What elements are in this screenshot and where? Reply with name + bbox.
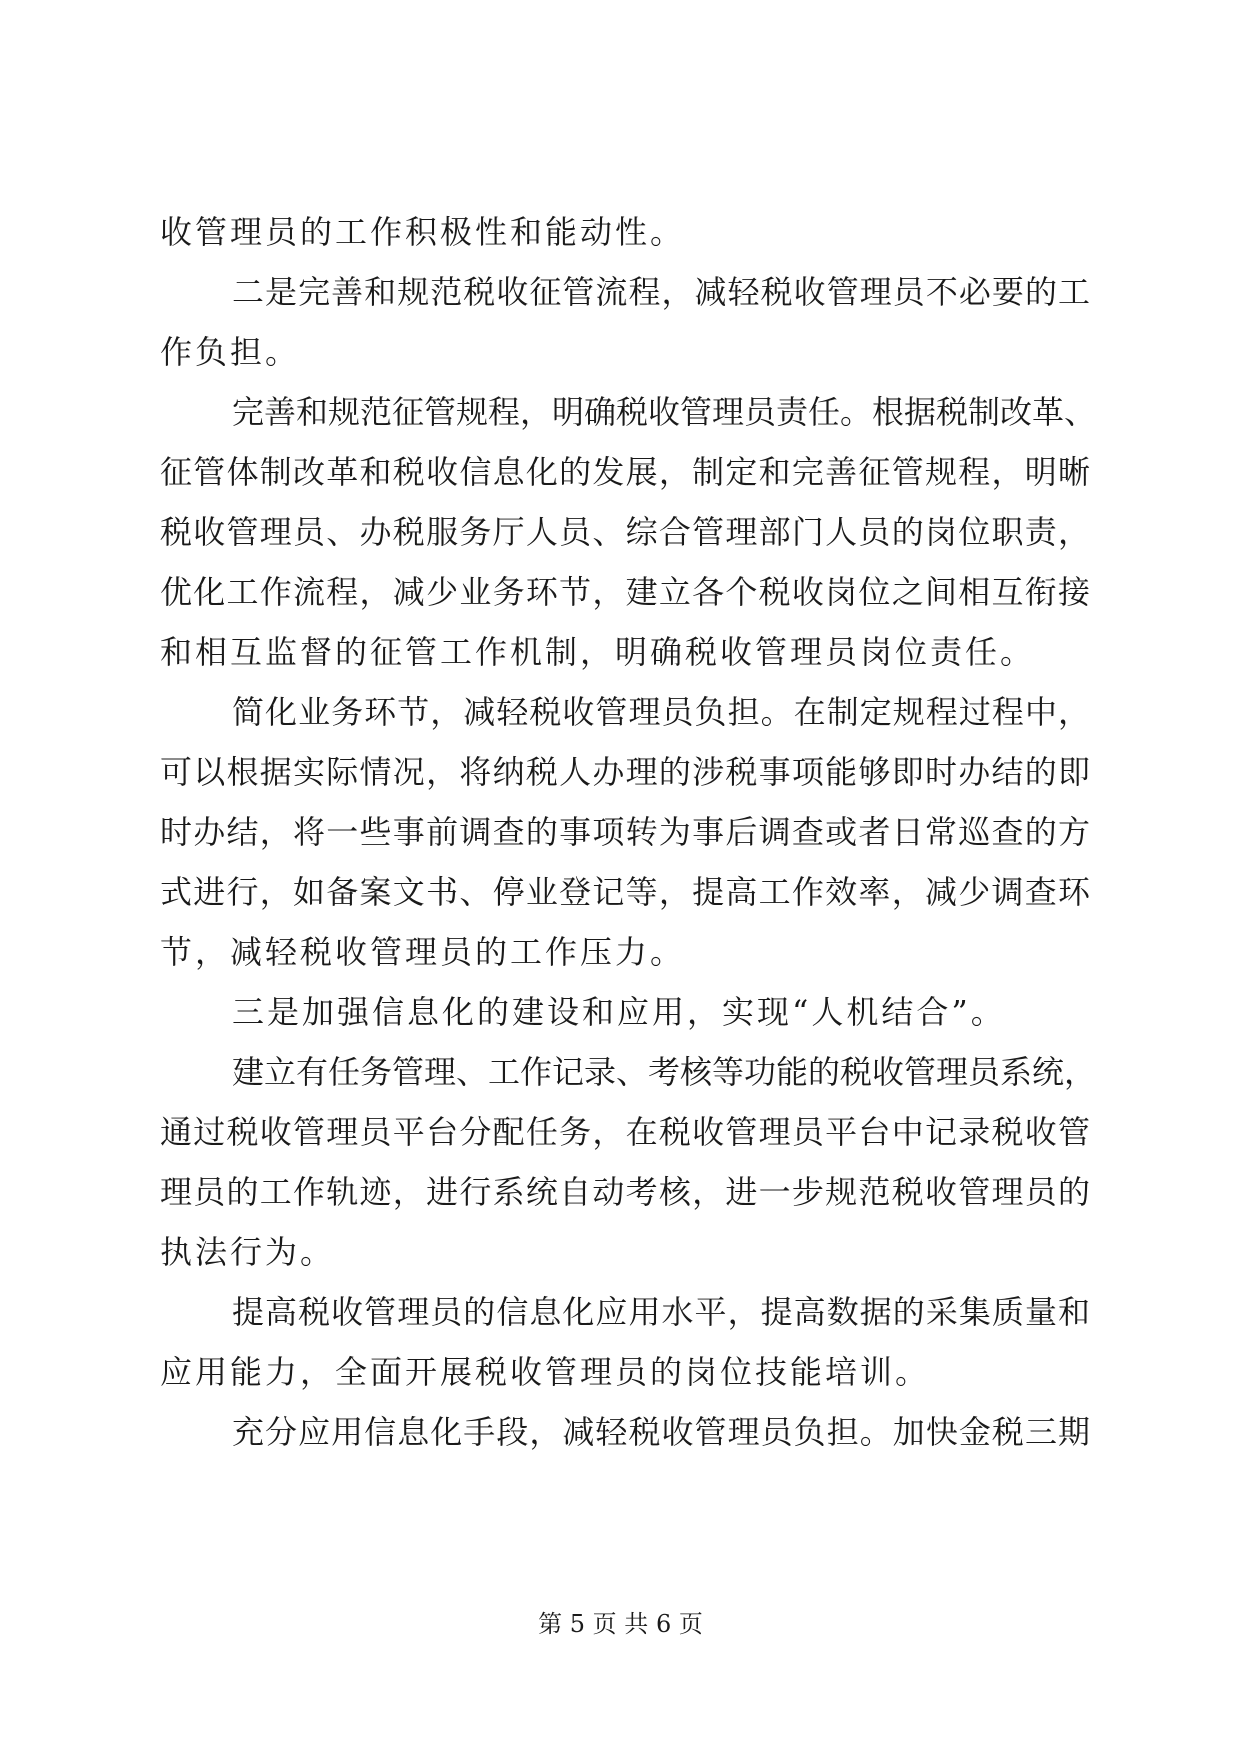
text-line: 提高税收管理员的信息化应用水平，提高数据的采集质量和 — [232, 1293, 1090, 1331]
text-line: 建立有任务管理、工作记录、考核等功能的税收管理员系统， — [232, 1053, 1097, 1091]
text-line: 理员的工作轨迹，进行系统自动考核，进一步规范税收管理员的 — [160, 1173, 1090, 1211]
text-line: 节，减轻税收管理员的工作压力。 — [160, 933, 686, 971]
text-line: 税收管理员、办税服务厅人员、综合管理部门人员的岗位职责， — [160, 513, 1090, 551]
text-line: 式进行，如备案文书、停业登记等，提高工作效率，减少调查环 — [160, 873, 1090, 911]
text-line: 三是加强信息化的建设和应用，实现“人机结合”。 — [232, 993, 1006, 1031]
text-line: 充分应用信息化手段，减轻税收管理员负担。加快金税三期 — [232, 1413, 1090, 1451]
text-line: 可以根据实际情况，将纳税人办理的涉税事项能够即时办结的即 — [160, 753, 1090, 791]
text-line: 通过税收管理员平台分配任务，在税收管理员平台中记录税收管 — [160, 1113, 1090, 1151]
text-line: 应用能力，全面开展税收管理员的岗位技能培训。 — [160, 1353, 931, 1391]
text-line: 和相互监督的征管工作机制，明确税收管理员岗位责任。 — [160, 633, 1036, 671]
text-line: 执法行为。 — [160, 1233, 336, 1271]
text-line: 收管理员的工作积极性和能动性。 — [160, 213, 686, 251]
text-line: 二是完善和规范税收征管流程，减轻税收管理员不必要的工 — [232, 273, 1090, 311]
text-line: 完善和规范征管规程，明确税收管理员责任。根据税制改革、 — [232, 393, 1097, 431]
text-line: 征管体制改革和税收信息化的发展，制定和完善征管规程，明晰 — [160, 453, 1090, 491]
text-line: 时办结，将一些事前调查的事项转为事后调查或者日常巡查的方 — [160, 813, 1090, 851]
text-line: 作负担。 — [160, 333, 301, 371]
text-line: 优化工作流程，减少业务环节，建立各个税收岗位之间相互衔接 — [160, 573, 1090, 611]
text-line: 简化业务环节，减轻税收管理员负担。在制定规程过程中， — [232, 693, 1090, 731]
page-footer: 第 5 页 共 6 页 — [538, 1610, 703, 1638]
